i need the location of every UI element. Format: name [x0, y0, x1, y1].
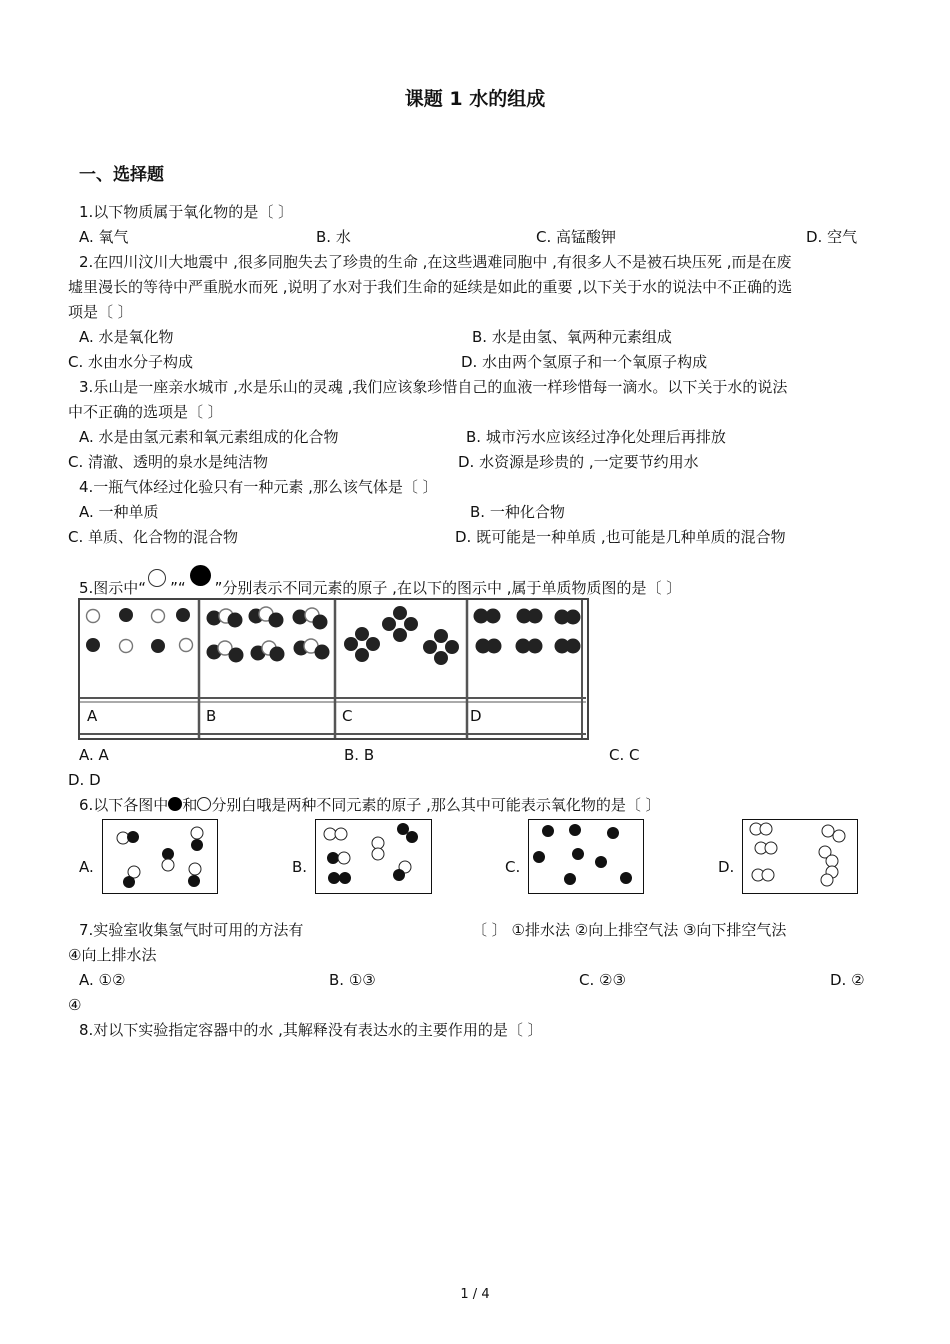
question-5-option-d[interactable]: D. D: [68, 771, 101, 789]
question-2-option-c[interactable]: C. 水由水分子构成: [68, 353, 194, 371]
question-5-stem-part-2: ”“: [170, 579, 186, 597]
question-6-option-d-figure[interactable]: [742, 819, 858, 894]
question-2-option-d[interactable]: D. 水由两个氢原子和一个氧原子构成: [461, 353, 708, 371]
figure-c-molecules: [344, 606, 459, 665]
question-2-option-a[interactable]: A. 水是氧化物: [79, 328, 174, 346]
question-4-option-b[interactable]: B. 一种化合物: [470, 503, 565, 521]
question-1-stem: 1.以下物质属于氧化物的是〔 〕: [79, 203, 294, 221]
question-6-option-b-figure[interactable]: [315, 819, 432, 894]
question-3-option-a[interactable]: A. 水是由氢元素和氧元素组成的化合物: [79, 428, 339, 446]
question-3-option-d[interactable]: D. 水资源是珍贵的 ,一定要节约用水: [458, 453, 699, 471]
question-1-option-c[interactable]: C. 高锰酸钾: [536, 228, 617, 246]
question-5-stem: [79, 565, 681, 598]
question-4-option-c[interactable]: C. 单质、化合物的混合物: [68, 528, 239, 546]
question-6-stem-part-2: 和: [182, 796, 198, 814]
question-2-stem-line-3: 项是〔 〕: [68, 303, 133, 321]
question-5-option-b[interactable]: B. B: [344, 746, 375, 764]
open-atom-icon: [197, 797, 211, 811]
question-1-option-b[interactable]: B. 水: [316, 228, 351, 246]
question-3-option-c[interactable]: C. 清澈、透明的泉水是纯洁物: [68, 453, 269, 471]
question-6-stem: [79, 795, 661, 815]
question-4-stem: 4.一瓶气体经过化验只有一种元素 ,那么该气体是〔 〕: [79, 478, 438, 496]
question-6-option-d-label[interactable]: D.: [718, 858, 735, 876]
open-atom-icon: [148, 569, 166, 587]
page-title: 课题 1 水的组成: [404, 88, 546, 110]
question-2-stem-line-1: 2.在四川汶川大地震中 ,很多同胞失去了珍贵的生命 ,在这些遇难同胞中 ,有很多人不是被石块压死 ,而是在废: [79, 253, 792, 271]
filled-atom-icon: [168, 797, 182, 811]
question-6-stem-part-1: 6.以下各图中: [79, 796, 169, 814]
question-5-option-a[interactable]: A. A: [79, 746, 109, 764]
question-6-option-a-label[interactable]: A.: [79, 858, 94, 876]
figure-b-molecules: [207, 607, 330, 663]
question-7-stem-part-2: 〔 〕 ①排水法 ②向上排空气法 ③向下排空气法: [472, 921, 787, 939]
question-5-stem-part-1: 5.图示中“: [79, 579, 147, 597]
page-indicator: 1 / 4: [460, 1287, 490, 1302]
question-5-stem-part-3: ”分别表示不同元素的原子 ,在以下的图示中 ,属于单质物质图的是〔 〕: [214, 579, 682, 597]
question-4-option-d[interactable]: D. 既可能是一种单质 ,也可能是几种单质的混合物: [455, 528, 786, 546]
question-7-option-c[interactable]: C. ②③: [579, 971, 626, 989]
filled-atom-icon: [190, 565, 211, 586]
question-2-stem-line-2: 墟里漫长的等待中严重脱水而死 ,说明了水对于我们生命的延续是如此的重要 ,以下关于水的说法中不正确的选: [68, 278, 793, 296]
section-title: 一、选择题: [79, 165, 164, 185]
question-5-option-c[interactable]: C. C: [609, 746, 640, 764]
question-7-option-b[interactable]: B. ①③: [329, 971, 376, 989]
question-3-option-b[interactable]: B. 城市污水应该经过净化处理后再排放: [466, 428, 726, 446]
figure-label-d: D: [470, 707, 482, 725]
question-5-figure: [78, 598, 590, 742]
figure-d-molecules: [474, 609, 581, 654]
question-6-option-c-figure[interactable]: [528, 819, 644, 894]
question-7-option-a[interactable]: A. ①②: [79, 971, 126, 989]
question-6-stem-part-3: 分别白哦是两种不同元素的原子 ,那么其中可能表示氧化物的是〔 〕: [211, 796, 661, 814]
question-6-option-b-label[interactable]: B.: [292, 858, 308, 876]
question-3-stem-line-2: 中不正确的选项是〔 〕: [68, 403, 223, 421]
figure-label-a: A: [87, 707, 98, 725]
figure-label-b: B: [206, 707, 217, 725]
question-6-option-a-figure[interactable]: [102, 819, 218, 894]
question-7-option-d[interactable]: D. ②: [830, 971, 865, 989]
figure-label-c: C: [342, 707, 353, 725]
question-7-stem-part-1: 7.实验室收集氢气时可用的方法有: [79, 921, 304, 939]
question-6-option-c-label[interactable]: C.: [505, 858, 521, 876]
question-1-option-a[interactable]: A. 氧气: [79, 228, 129, 246]
figure-a-atoms: [86, 608, 193, 653]
question-4-option-a[interactable]: A. 一种单质: [79, 503, 159, 521]
question-7-option-d-continued[interactable]: ④: [68, 996, 82, 1014]
question-1-option-d[interactable]: D. 空气: [806, 228, 858, 246]
question-8-stem: 8.对以下实验指定容器中的水 ,其解释没有表达水的主要作用的是〔 〕: [79, 1021, 543, 1039]
question-2-option-b[interactable]: B. 水是由氢、氧两种元素组成: [472, 328, 672, 346]
question-3-stem-line-1: 3.乐山是一座亲水城市 ,水是乐山的灵魂 ,我们应该象珍惜自己的血液一样珍惜每一滴水。以下关于水的说法: [79, 378, 788, 396]
question-7-stem-part-3: ④向上排水法: [68, 946, 157, 964]
